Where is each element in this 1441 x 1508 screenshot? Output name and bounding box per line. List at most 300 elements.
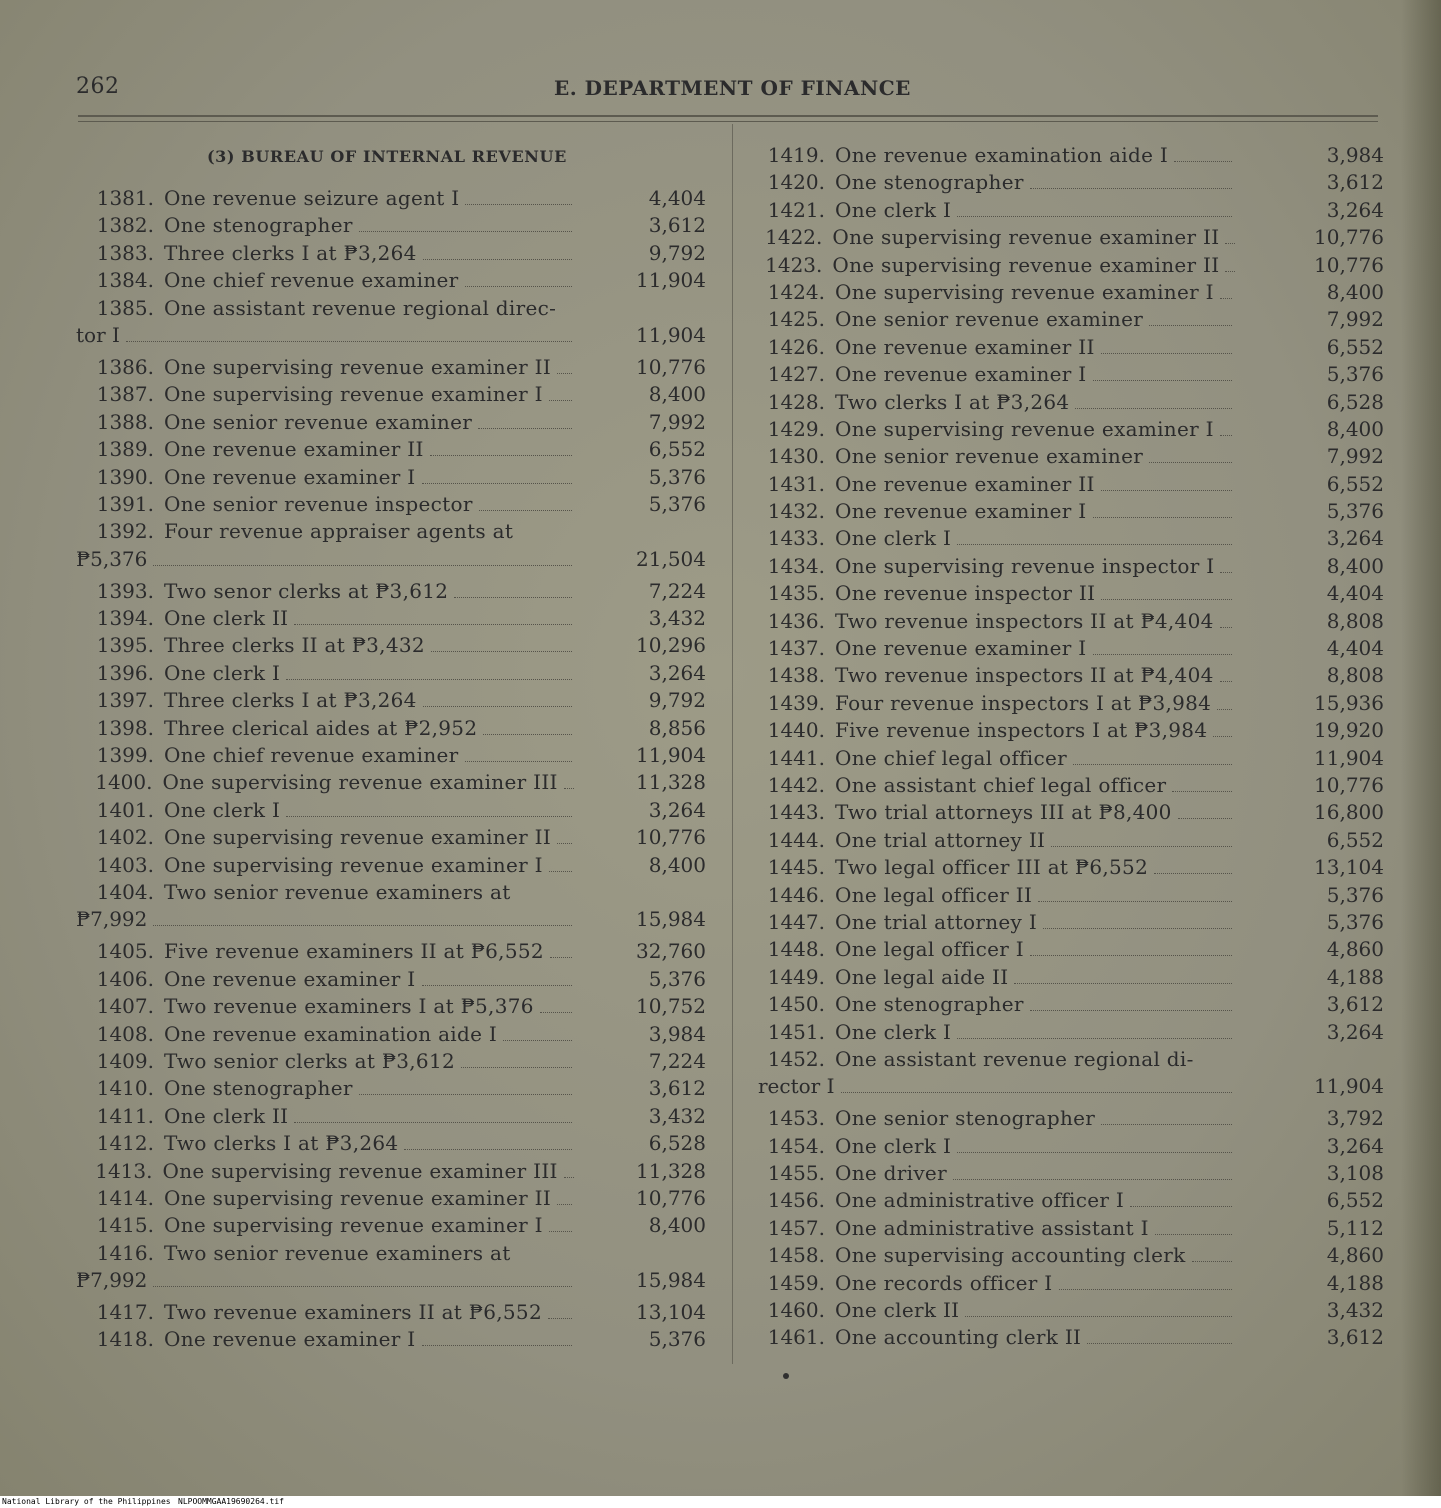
entry-description: One legal officer II [835,882,1033,907]
entry-amount: 8,400 [1326,416,1384,441]
leader-dots [549,400,572,401]
entry-number: 1400. [95,770,153,795]
entry-amount: 8,400 [648,1213,706,1238]
leader-dots [286,816,572,817]
leader-dots [557,843,572,844]
entry-description: One clerk I [164,660,281,685]
entry-description: Three clerks I at ₱3,264 [164,688,417,713]
entry-description: One revenue inspector II [835,581,1096,606]
entry-number: 1451. [767,1019,825,1044]
entry-row [76,268,706,295]
header-rule-thin [78,121,1378,122]
entry-number: 1458. [767,1243,825,1268]
entry-row [758,444,1384,471]
entry-row [76,355,706,382]
entry-description: One stenographer [164,213,353,238]
entry-amount: 6,552 [648,437,706,462]
entry-row [758,1216,1384,1243]
entry-description: One supervising revenue examiner II [832,225,1220,250]
entry-amount: 13,104 [1314,855,1384,880]
entry-amount: 3,432 [1326,1298,1384,1323]
entry-row [76,437,706,464]
entry-amount: 3,264 [1326,1019,1384,1044]
entry-number: 1443. [767,800,825,825]
entry-description: One clerk II [164,606,289,631]
entry-description: One supervising revenue examiner III [162,770,558,795]
entry-row [758,335,1384,362]
entry-description: One supervising revenue examiner I [835,279,1214,304]
leader-dots [1225,243,1235,244]
entry-number: 1414. [96,1185,154,1210]
entry-number: 1445. [767,855,825,880]
leader-dots [841,1092,1233,1093]
entry-amount: 16,800 [1314,800,1384,825]
entry-amount: 15,936 [1314,690,1384,715]
leader-dots [422,1345,573,1346]
entry-amount: 21,504 [636,546,706,571]
entry-number: 1393. [96,578,154,603]
entry-row [758,170,1384,197]
entry-amount: 5,376 [1326,882,1384,907]
leader-dots [404,1149,572,1150]
entry-number: 1416. [96,1240,154,1265]
entry-amount: 8,856 [648,715,706,740]
entry-row [76,853,706,880]
entry-description: One supervising revenue examiner I [164,1213,543,1238]
entry-number: 1417. [96,1300,154,1325]
entry-row [76,1022,706,1049]
entry-description: One revenue examiner I [835,499,1087,524]
entry-description: One clerk I [835,1019,952,1044]
entry-description: Four revenue appraiser agents at [164,519,514,544]
entry-row [758,663,1384,690]
entry-row [758,828,1384,855]
entry-amount: 5,376 [1326,499,1384,524]
entry-number: 1381. [96,186,154,210]
entry-number: 1420. [767,170,825,195]
entry-description-continued: tor I [76,322,120,347]
entry-row [758,636,1384,663]
entry-number: 1388. [96,409,154,434]
entry-number: 1390. [96,464,154,489]
entry-amount: 3,984 [648,1021,706,1046]
entry-description-continued: ₱7,992 [76,1268,148,1293]
entry-amount: 8,400 [1326,279,1384,304]
entry-number: 1386. [96,354,154,379]
entry-number: 1460. [767,1298,825,1323]
entry-number: 1436. [767,608,825,633]
leader-dots [550,957,572,958]
entry-row [758,225,1384,252]
leader-dots [1014,983,1232,984]
leader-dots [478,428,572,429]
entry-description: One revenue examiner I [164,1327,416,1352]
entry-description: One assistant chief legal officer [835,772,1167,797]
entry-row [758,143,1384,170]
entry-amount: 3,432 [648,606,706,631]
entry-description: One assistant revenue regional direc- [164,295,557,320]
entry-number: 1422. [765,225,823,250]
entry-number: 1440. [767,718,825,743]
bullet-mark [783,1373,789,1379]
entry-row [758,362,1384,389]
entry-amount: 7,992 [648,409,706,434]
leader-dots [957,1038,1232,1039]
entry-amount: 3,264 [1326,197,1384,222]
entry-description: One revenue examiner II [835,471,1095,496]
entry-number: 1404. [96,879,154,904]
leader-dots [1030,188,1232,189]
left-column-entries [76,186,706,1355]
entry-amount: 3,612 [648,213,706,238]
entry-row [758,554,1384,581]
entry-number: 1403. [96,852,154,877]
entry-amount: 3,984 [1326,143,1384,167]
entry-amount: 4,188 [1326,1270,1384,1295]
entry-row [76,296,706,355]
entry-description: Three clerks I at ₱3,264 [164,240,417,265]
leader-dots [1174,161,1232,162]
leader-dots [957,1152,1232,1153]
entry-number: 1415. [96,1213,154,1238]
entry-description: One legal aide II [835,964,1009,989]
entry-amount: 4,188 [1326,964,1384,989]
entry-number: 1446. [767,882,825,907]
entry-row [758,526,1384,553]
entry-amount: 3,264 [648,660,706,685]
entry-row [758,855,1384,882]
entry-number: 1395. [96,633,154,658]
entry-row [758,937,1384,964]
entry-number: 1448. [767,937,825,962]
entry-row [758,1325,1384,1352]
entry-row [758,472,1384,499]
entry-amount: 6,528 [1326,389,1384,414]
entry-number: 1453. [767,1106,825,1131]
entry-description: One revenue seizure agent I [164,186,460,210]
entry-number: 1392. [96,519,154,544]
leader-dots [1225,271,1235,272]
entry-number: 1424. [767,279,825,304]
entry-number: 1418. [96,1327,154,1352]
entry-description: One chief legal officer [835,745,1067,770]
entry-row [76,519,706,578]
entry-row [758,499,1384,526]
entry-amount: 5,376 [1326,909,1384,934]
leader-dots [1220,298,1232,299]
entry-number: 1459. [767,1270,825,1295]
leader-dots [1073,764,1232,765]
leader-dots [1101,353,1232,354]
entry-row [758,609,1384,636]
entry-amount: 10,776 [1314,772,1384,797]
entry-row [76,743,706,770]
entry-description: One clerk II [835,1298,960,1323]
entry-row [758,773,1384,800]
entry-description: Two senor clerks at ₱3,612 [164,578,449,603]
entry-number: 1413. [95,1158,153,1183]
entry-row [758,307,1384,334]
entry-description: Two revenue examiners I at ₱5,376 [164,994,534,1019]
leader-dots [953,1179,1232,1180]
entry-description: One trial attorney II [835,827,1046,852]
entry-row [76,716,706,743]
leader-dots [1154,873,1232,874]
leader-dots [423,259,572,260]
entry-description: One administrative assistant I [835,1215,1149,1240]
entry-row [76,798,706,825]
entry-number: 1397. [96,688,154,713]
leader-dots [153,1286,572,1287]
entry-amount: 11,328 [636,1158,706,1183]
entry-number: 1383. [96,240,154,265]
entry-row [76,606,706,633]
entry-row [76,994,706,1021]
entry-row [76,880,706,939]
entry-row [76,186,706,213]
entry-row [758,691,1384,718]
entry-number: 1435. [767,581,825,606]
entry-number: 1412. [96,1131,154,1156]
entry-row [758,581,1384,608]
entry-description: One senior revenue inspector [164,491,473,516]
leader-dots [957,544,1232,545]
running-head-title: E. DEPARTMENT OF FINANCE [554,76,911,100]
entry-description: One clerk II [164,1103,289,1128]
leader-dots [1075,408,1232,409]
entry-description: One stenographer [835,992,1024,1017]
entry-number: 1429. [767,416,825,441]
entry-description: One revenue examiner I [164,464,416,489]
entry-number: 1409. [96,1048,154,1073]
entry-row [758,198,1384,225]
entry-description: One revenue examiner I [835,362,1087,387]
entry-description: One chief revenue examiner [164,268,459,293]
entry-row [76,688,706,715]
entry-number: 1442. [767,772,825,797]
entry-amount: 5,376 [648,1327,706,1352]
entry-row [76,241,706,268]
entry-number: 1419. [767,143,825,167]
leader-dots [359,1094,572,1095]
entry-number: 1431. [767,471,825,496]
entry-amount: 32,760 [636,939,706,964]
leader-dots [1093,654,1233,655]
entry-number: 1427. [767,362,825,387]
entry-description-continued: ₱5,376 [76,546,148,571]
entry-amount: 7,992 [1326,307,1384,332]
entry-row [76,1131,706,1158]
entry-row [76,1104,706,1131]
entry-description-continued: ₱7,992 [76,907,148,932]
entry-amount: 8,400 [648,852,706,877]
entry-description: One assistant revenue regional di- [835,1046,1194,1071]
leader-dots [431,651,572,652]
entry-amount: 9,792 [648,688,706,713]
leader-dots [1101,1124,1232,1125]
entry-amount: 4,404 [1326,581,1384,606]
entry-number: 1399. [96,743,154,768]
entry-number: 1382. [96,213,154,238]
entry-row [76,465,706,492]
entry-row [758,1188,1384,1215]
entry-number: 1437. [767,636,825,661]
entry-description: Five revenue inspectors I at ₱3,984 [835,718,1208,743]
entry-row [758,1047,1384,1106]
entry-amount: 3,612 [1326,992,1384,1017]
leader-dots [483,734,572,735]
entry-description: Two trial attorneys III at ₱8,400 [835,800,1172,825]
entry-row [758,1271,1384,1298]
entry-number: 1394. [96,606,154,631]
entry-row [76,939,706,966]
entry-row [758,1161,1384,1188]
entry-amount: 3,264 [1326,526,1384,551]
entry-number: 1439. [767,690,825,715]
entry-number: 1455. [767,1161,825,1186]
entry-description-continued: rector I [758,1074,835,1099]
leader-dots [1087,1343,1232,1344]
leader-dots [294,1122,572,1123]
entry-row [758,1298,1384,1325]
entry-number: 1408. [96,1021,154,1046]
entry-row [76,410,706,437]
leader-dots [465,286,572,287]
leader-dots [1178,818,1232,819]
entry-description: One supervising revenue examiner II [164,825,552,850]
entry-description: One legal officer I [835,937,1024,962]
entry-amount: 8,808 [1326,663,1384,688]
entry-description: One clerk I [164,797,281,822]
entry-description: One revenue examiner I [164,966,416,991]
leader-dots [548,1318,572,1319]
leader-dots [1101,490,1232,491]
entry-row [758,965,1384,992]
entry-amount: 3,792 [1326,1106,1384,1131]
entry-description: One administrative officer I [835,1188,1125,1213]
entry-row [76,1186,706,1213]
leader-dots [359,231,572,232]
column-divider [732,124,733,1364]
entry-row [758,417,1384,444]
entry-amount: 6,552 [1326,471,1384,496]
entry-description: Two clerks I at ₱3,264 [835,389,1070,414]
entry-amount: 10,776 [636,354,706,379]
entry-description: One stenographer [164,1076,353,1101]
entry-row [76,967,706,994]
entry-amount: 3,612 [1326,1325,1384,1350]
entry-description: One chief revenue examiner [164,743,459,768]
entry-number: 1384. [96,268,154,293]
entry-description: One supervising revenue examiner I [164,852,543,877]
entry-amount: 4,860 [1326,937,1384,962]
leader-dots [957,216,1232,217]
leader-dots [1059,1289,1233,1290]
leader-dots [153,925,572,926]
entry-description: One clerk I [835,1133,952,1158]
leader-dots [1213,736,1232,737]
entry-description: One senior revenue examiner [835,307,1144,332]
entry-number: 1396. [96,660,154,685]
entry-description: One revenue examiner II [164,437,424,462]
entry-amount: 10,776 [1314,252,1384,277]
entry-description: Two revenue examiners II at ₱6,552 [164,1300,542,1325]
entry-number: 1428. [767,389,825,414]
entry-description: One clerk I [835,526,952,551]
entry-description: Three clerks II at ₱3,432 [164,633,425,658]
entry-row [758,253,1384,280]
entry-row [76,1300,706,1327]
entry-row [76,1213,706,1240]
entry-description: One supervising revenue examiner II [832,252,1220,277]
entry-description: Four revenue inspectors I at ₱3,984 [835,690,1212,715]
leader-dots [430,455,572,456]
entry-amount: 3,432 [648,1103,706,1128]
entry-description: One revenue examiner I [835,636,1087,661]
entry-number: 1411. [96,1103,154,1128]
entry-amount: 3,264 [648,797,706,822]
leader-dots [540,1012,572,1013]
entry-amount: 6,552 [1326,1188,1384,1213]
scan-footer [0,1496,1441,1508]
leader-dots [549,871,572,872]
entry-row [76,1049,706,1076]
leader-dots [549,1231,572,1232]
entry-number: 1461. [767,1325,825,1350]
entry-amount: 13,104 [636,1300,706,1325]
entry-amount: 11,904 [1314,1074,1384,1099]
entry-description: Two clerks I at ₱3,264 [164,1131,399,1156]
leader-dots [557,1204,572,1205]
leader-dots [294,624,572,625]
leader-dots [1093,380,1233,381]
entry-row [76,382,706,409]
leader-dots [1043,928,1232,929]
leader-dots [1149,462,1232,463]
entry-description: One supervising accounting clerk [835,1243,1186,1268]
entry-amount: 8,400 [648,382,706,407]
entry-amount: 6,552 [1326,827,1384,852]
entry-number: 1430. [767,444,825,469]
entry-number: 1425. [767,307,825,332]
leader-dots [422,483,573,484]
entry-number: 1441. [767,745,825,770]
entry-row [758,883,1384,910]
leader-dots [461,1067,572,1068]
entry-description: One supervising revenue examiner II [164,1185,552,1210]
entry-row [76,492,706,519]
leader-dots [1101,599,1232,600]
entry-row [76,770,706,797]
entry-row [758,280,1384,307]
entry-amount: 7,224 [648,578,706,603]
entry-description: One supervising revenue examiner I [835,416,1214,441]
entry-row [76,1159,706,1186]
leader-dots [1149,325,1232,326]
entry-number: 1433. [767,526,825,551]
leader-dots [1030,1010,1232,1011]
leader-dots [557,373,572,374]
entry-amount: 4,404 [1326,636,1384,661]
entry-amount: 3,264 [1326,1133,1384,1158]
entry-amount: 5,112 [1326,1215,1384,1240]
leader-dots [1051,846,1232,847]
entry-number: 1387. [96,382,154,407]
leader-dots [1093,517,1233,518]
leader-dots [1155,1234,1232,1235]
entry-amount: 4,404 [648,186,706,210]
entry-number: 1447. [767,909,825,934]
